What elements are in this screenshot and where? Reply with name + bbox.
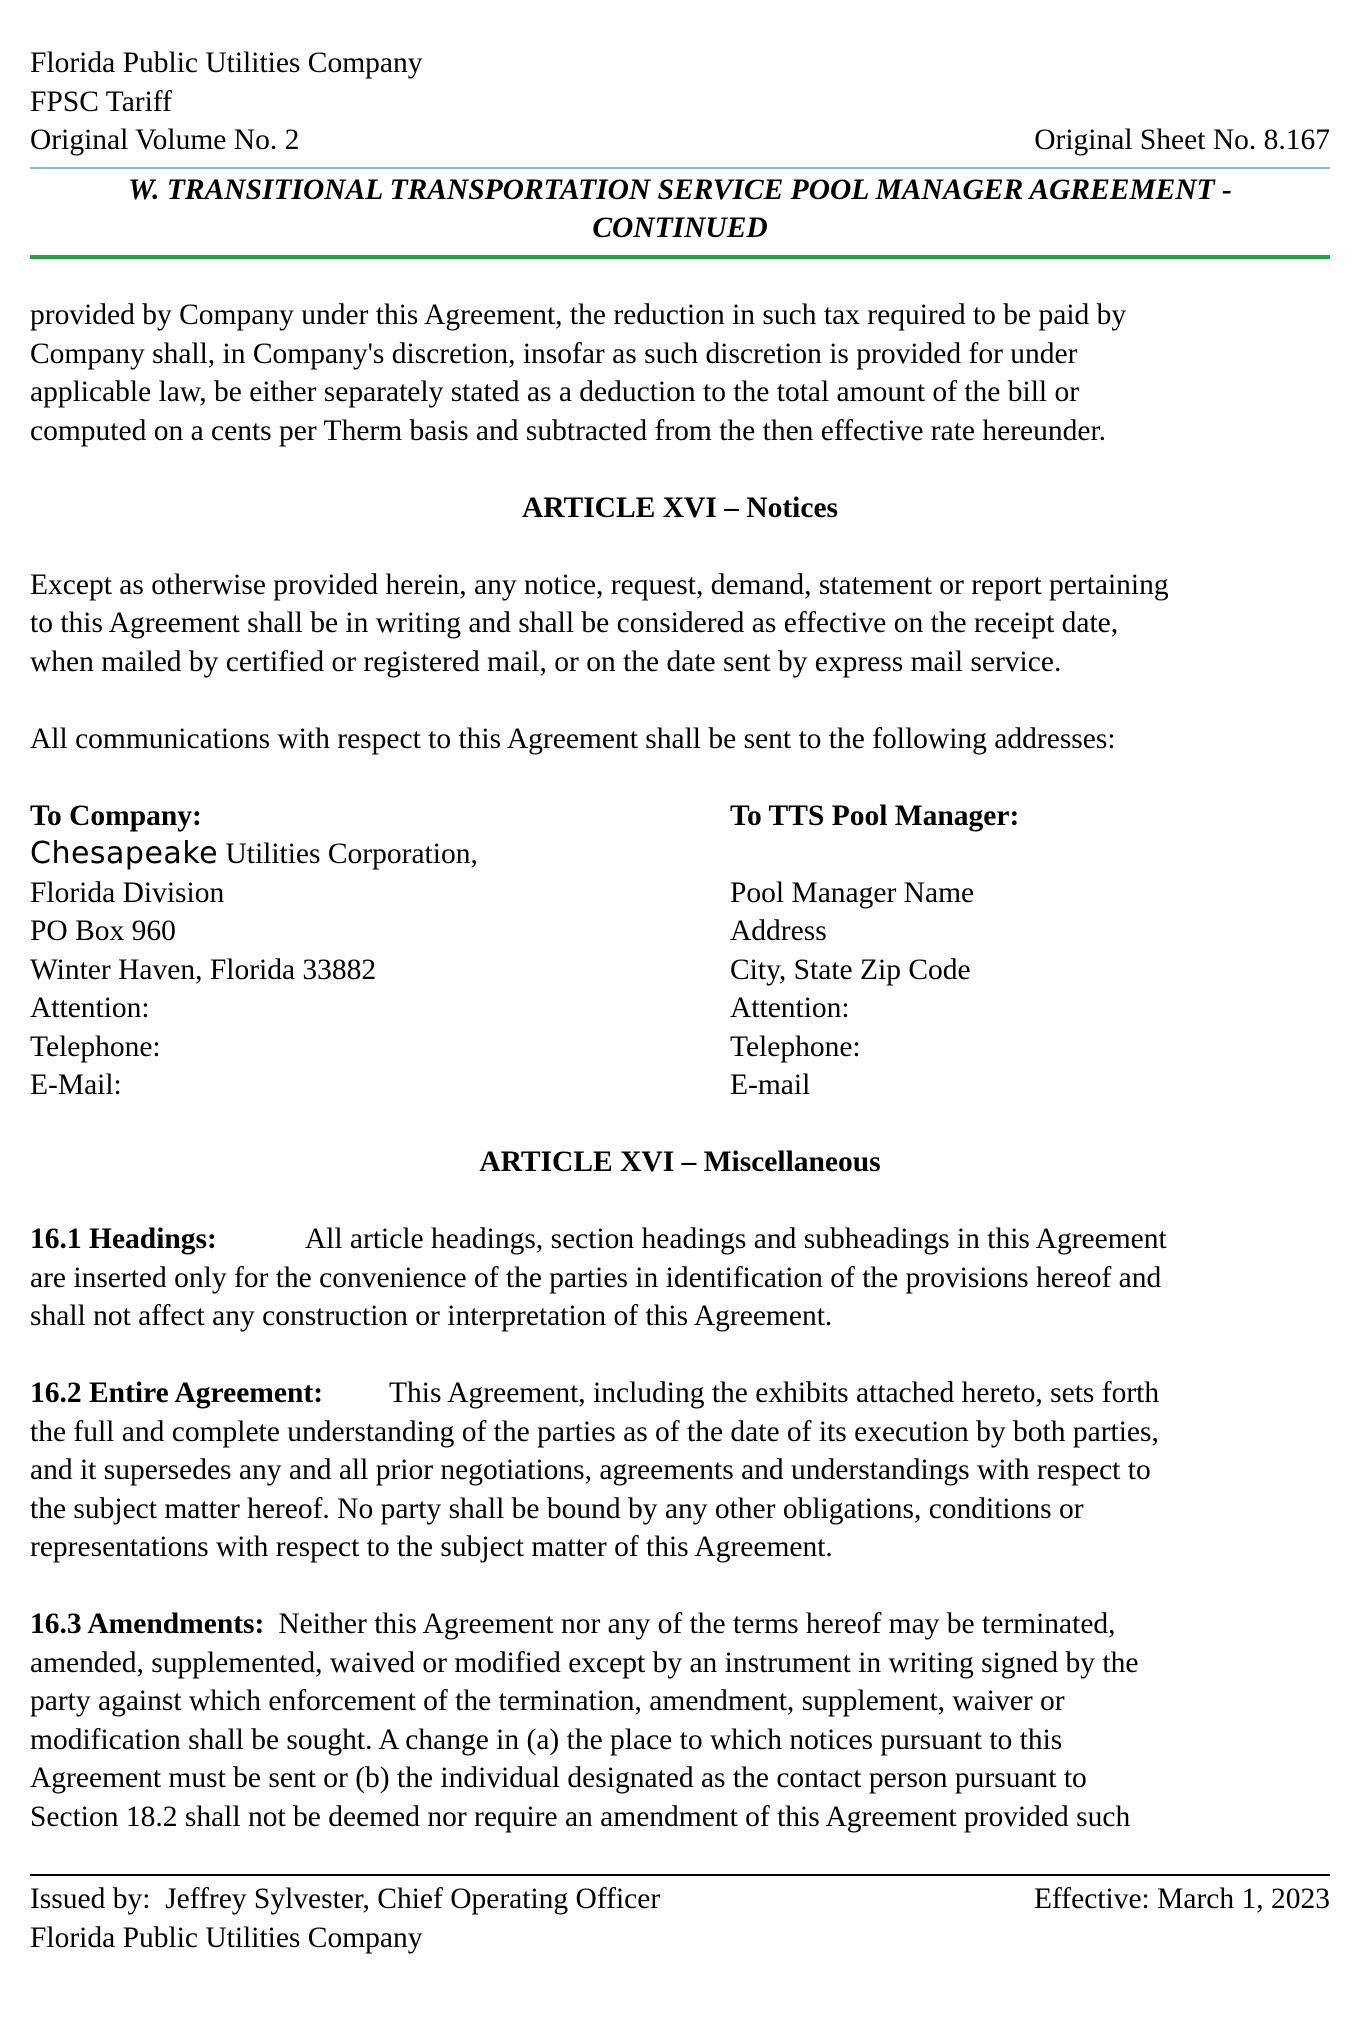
pool-manager-address-blank [730,835,1330,874]
company-name-rest: Utilities Corporation, [218,838,478,870]
footer-issued-row [30,1880,1330,1919]
section-first-line: This Agreement, including the exhibits attached hereto, sets forth [389,1377,1160,1409]
page-header [30,44,1330,160]
header-volume: Original Volume No. 2 [30,124,300,156]
company-address-line: Florida Division [30,876,225,909]
header-volume-row [30,121,1330,160]
article-misc-heading: ARTICLE XVI – Miscellaneous [479,1146,881,1178]
footer-issued-by: Issued by: Jeffrey Sylvester, Chief Operating Officer [30,1883,661,1915]
intro-line: Company shall, in Company's discretion, insofar as such discretion is provided for under [30,337,1078,370]
page-footer [30,1880,1330,1957]
company-address-line: PO Box 960 [30,915,176,947]
header-sheet: Original Sheet No. 8.167 [1034,124,1330,156]
section-16-1 [30,1220,1330,1336]
address-columns [30,797,1330,1105]
pool-manager-address-line: City, State Zip Code [730,953,971,986]
company-address-line: Attention: [30,992,150,1024]
document-body [30,296,1330,1836]
document-page [30,0,1330,2026]
pool-manager-address-line: Address [730,915,827,947]
pool-manager-address-line: E-mail [730,1069,811,1101]
section-line: representations with respect to the subject matter of this Agreement. [30,1531,833,1563]
company-brand-name: Chesapeake [30,836,219,871]
intro-paragraph [30,296,1330,450]
pool-manager-address-line: Pool Manager Name [730,876,975,909]
section-label: 16.1 Headings: [30,1223,217,1255]
section-line: shall not affect any construction or interpretation of this Agreement. [30,1300,833,1332]
section-line: the full and complete understanding of the parties as of the date of its execution by both parties, [30,1415,1159,1448]
communications-paragraph: All communications with respect to this Agreement shall be sent to the following addresses: [30,722,1116,755]
header-tariff: FPSC Tariff [30,85,172,118]
section-line: are inserted only for the convenience of the parties in identification of the provisions hereof and [30,1261,1162,1294]
footer-company: Florida Public Utilities Company [30,1921,423,1954]
company-address-line: E-Mail: [30,1069,122,1101]
section-title-line2: CONTINUED [592,212,768,244]
section-line: Agreement must be sent or (b) the individual designated as the contact person pursuant to [30,1762,1087,1794]
notices-line: Except as otherwise provided herein, any notice, request, demand, statement or report pertaining [30,568,1169,601]
section-line: the subject matter hereof. No party shall be bound by any other obligations, conditions or [30,1492,1084,1525]
section-line: amended, supplemented, waived or modified except by an instrument in writing signed by the [30,1646,1139,1679]
notices-paragraph [30,566,1330,682]
section-line: party against which enforcement of the termination, amendment, supplement, waiver or [30,1685,1065,1717]
section-line: Section 18.2 shall not be deemed nor require an amendment of this Agreement provided such [30,1800,1131,1833]
section-label: 16.2 Entire Agreement: [30,1377,324,1409]
section-label: 16.3 Amendments: [30,1608,265,1640]
section-title-line1: W. TRANSITIONAL TRANSPORTATION SERVICE POOL MANAGER AGREEMENT - [128,174,1232,206]
section-line: and it supersedes any and all prior negotiations, agreements and understandings with respect to [30,1454,1151,1486]
section-first-line: All article headings, section headings and subheadings in this Agreement [304,1223,1167,1255]
section-first-line: Neither this Agreement nor any of the terms hereof may be terminated, [278,1608,1116,1640]
section-16-2 [30,1374,1330,1567]
company-address-heading: To Company: [30,799,202,832]
section-line: modification shall be sought. A change in (a) the place to which notices pursuant to this [30,1723,1063,1756]
footer-divider [30,1874,1330,1876]
section-title [30,171,1330,247]
pool-manager-address-heading: To TTS Pool Manager: [730,799,1020,832]
company-address-line: Winter Haven, Florida 33882 [30,953,377,986]
title-divider [30,255,1330,259]
pool-manager-address-line: Attention: [730,992,850,1024]
intro-line: provided by Company under this Agreement, the reduction in such tax required to be paid by [30,299,1127,331]
header-divider [30,167,1330,169]
pool-manager-address-line: Telephone: [730,1030,861,1063]
company-address [30,797,730,1105]
article-notices-heading: ARTICLE XVI – Notices [521,491,839,524]
company-address-line: Telephone: [30,1030,161,1063]
section-16-3 [30,1605,1330,1836]
footer-effective-date: Effective: March 1, 2023 [1034,1883,1330,1915]
company-address-line [30,835,730,874]
intro-line: computed on a cents per Therm basis and subtracted from the then effective rate hereunder. [30,414,1107,447]
notices-line: to this Agreement shall be in writing and shall be considered as effective on the receipt date, [30,607,1119,639]
notices-line: when mailed by certified or registered mail, or on the date sent by express mail service. [30,645,1062,678]
header-company: Florida Public Utilities Company [30,47,423,79]
pool-manager-address [730,797,1330,1105]
intro-line: applicable law, be either separately stated as a deduction to the total amount of the bill or [30,376,1080,408]
